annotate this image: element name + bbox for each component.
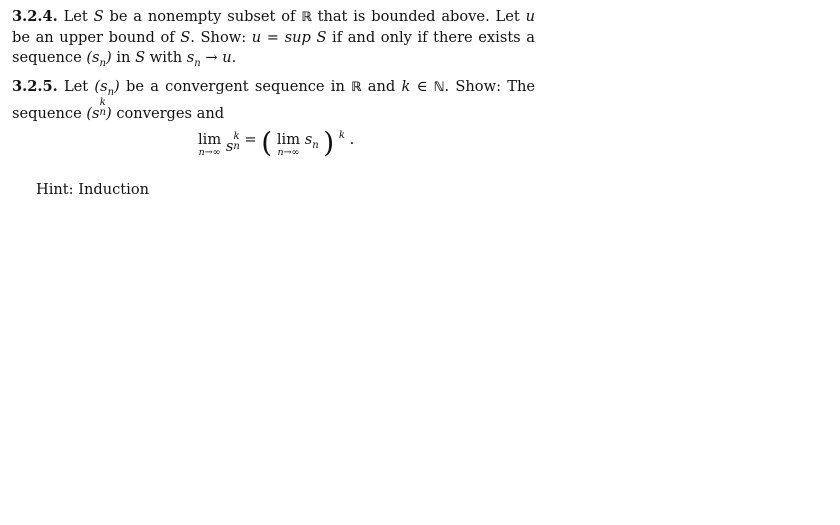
lim-word: lim [276, 131, 301, 148]
math-power-sequence [86, 97, 112, 122]
equals-sign: = [244, 131, 257, 148]
text: that is bounded above. Let [311, 8, 526, 25]
lim-subscript: n→∞ [277, 147, 300, 158]
seq-sub: n [99, 57, 106, 69]
math-var: S [135, 49, 146, 66]
rhs-sup: k [338, 130, 345, 141]
math-reals: ℝ [301, 10, 312, 25]
hint-text: Hint: Induction [36, 181, 150, 198]
text: converges and [111, 104, 225, 122]
text: . Show: The sequence [12, 78, 535, 122]
math-sequence [86, 49, 112, 69]
problem-number: 3.2.4. [12, 8, 58, 25]
seq-close: ) [106, 49, 112, 66]
display-equation [198, 126, 355, 172]
text: be a nonempty subset of [103, 8, 302, 25]
problem-3-2-4 [12, 7, 535, 68]
text: . Show: [190, 29, 252, 46]
text: Let [63, 8, 94, 25]
pow-sub: n [99, 107, 106, 118]
rhs-base: s [304, 131, 313, 148]
text: be an upper bound of [12, 29, 181, 46]
math-var: S [93, 8, 104, 25]
math-reals: ℝ [351, 80, 362, 95]
sn-base: s [186, 49, 195, 66]
text: Let [63, 78, 95, 95]
problem-3-2-5 [12, 77, 535, 124]
seq-close: ) [114, 78, 120, 95]
text: be a convergent sequence in [119, 78, 352, 95]
close-paren: ) [323, 126, 335, 159]
pow-open: (s [86, 104, 100, 122]
lhs-term [225, 131, 240, 156]
text: in [111, 49, 136, 66]
problem-number: 3.2.5. [12, 78, 58, 95]
problem-list [12, 7, 535, 124]
seq-open: (s [94, 78, 108, 95]
pow-close: ) [106, 104, 112, 122]
seq-open: (s [86, 49, 100, 66]
sn-sub: n [194, 57, 201, 69]
math-sequence [94, 78, 120, 98]
rhs-term [304, 131, 319, 151]
text: . [231, 49, 237, 66]
lhs-base: s [225, 138, 234, 156]
lim-subscript: n→∞ [198, 147, 221, 158]
lhs-sup: k [233, 131, 240, 142]
lhs-stack [233, 132, 239, 152]
period: . [349, 131, 355, 148]
math-naturals: ℕ [433, 80, 445, 95]
limit-operator [277, 132, 300, 158]
text: with [145, 49, 187, 66]
text: and [361, 78, 402, 95]
math-var: u [525, 8, 535, 25]
arrow: → u [200, 49, 232, 66]
lim-word: lim [198, 131, 222, 148]
rhs-sub: n [312, 139, 319, 151]
pow-sup: k [99, 97, 106, 108]
text: if and only if there exists a sequence [12, 29, 535, 66]
open-paren: ( [261, 126, 273, 159]
seq-sub: n [107, 86, 115, 98]
math-equation: u = sup S [251, 29, 327, 46]
math-limit [186, 49, 232, 69]
math-k-in: k ∈ [401, 78, 434, 95]
math-var: S [180, 29, 191, 46]
lhs-sub: n [233, 141, 240, 152]
limit-operator [198, 132, 221, 158]
